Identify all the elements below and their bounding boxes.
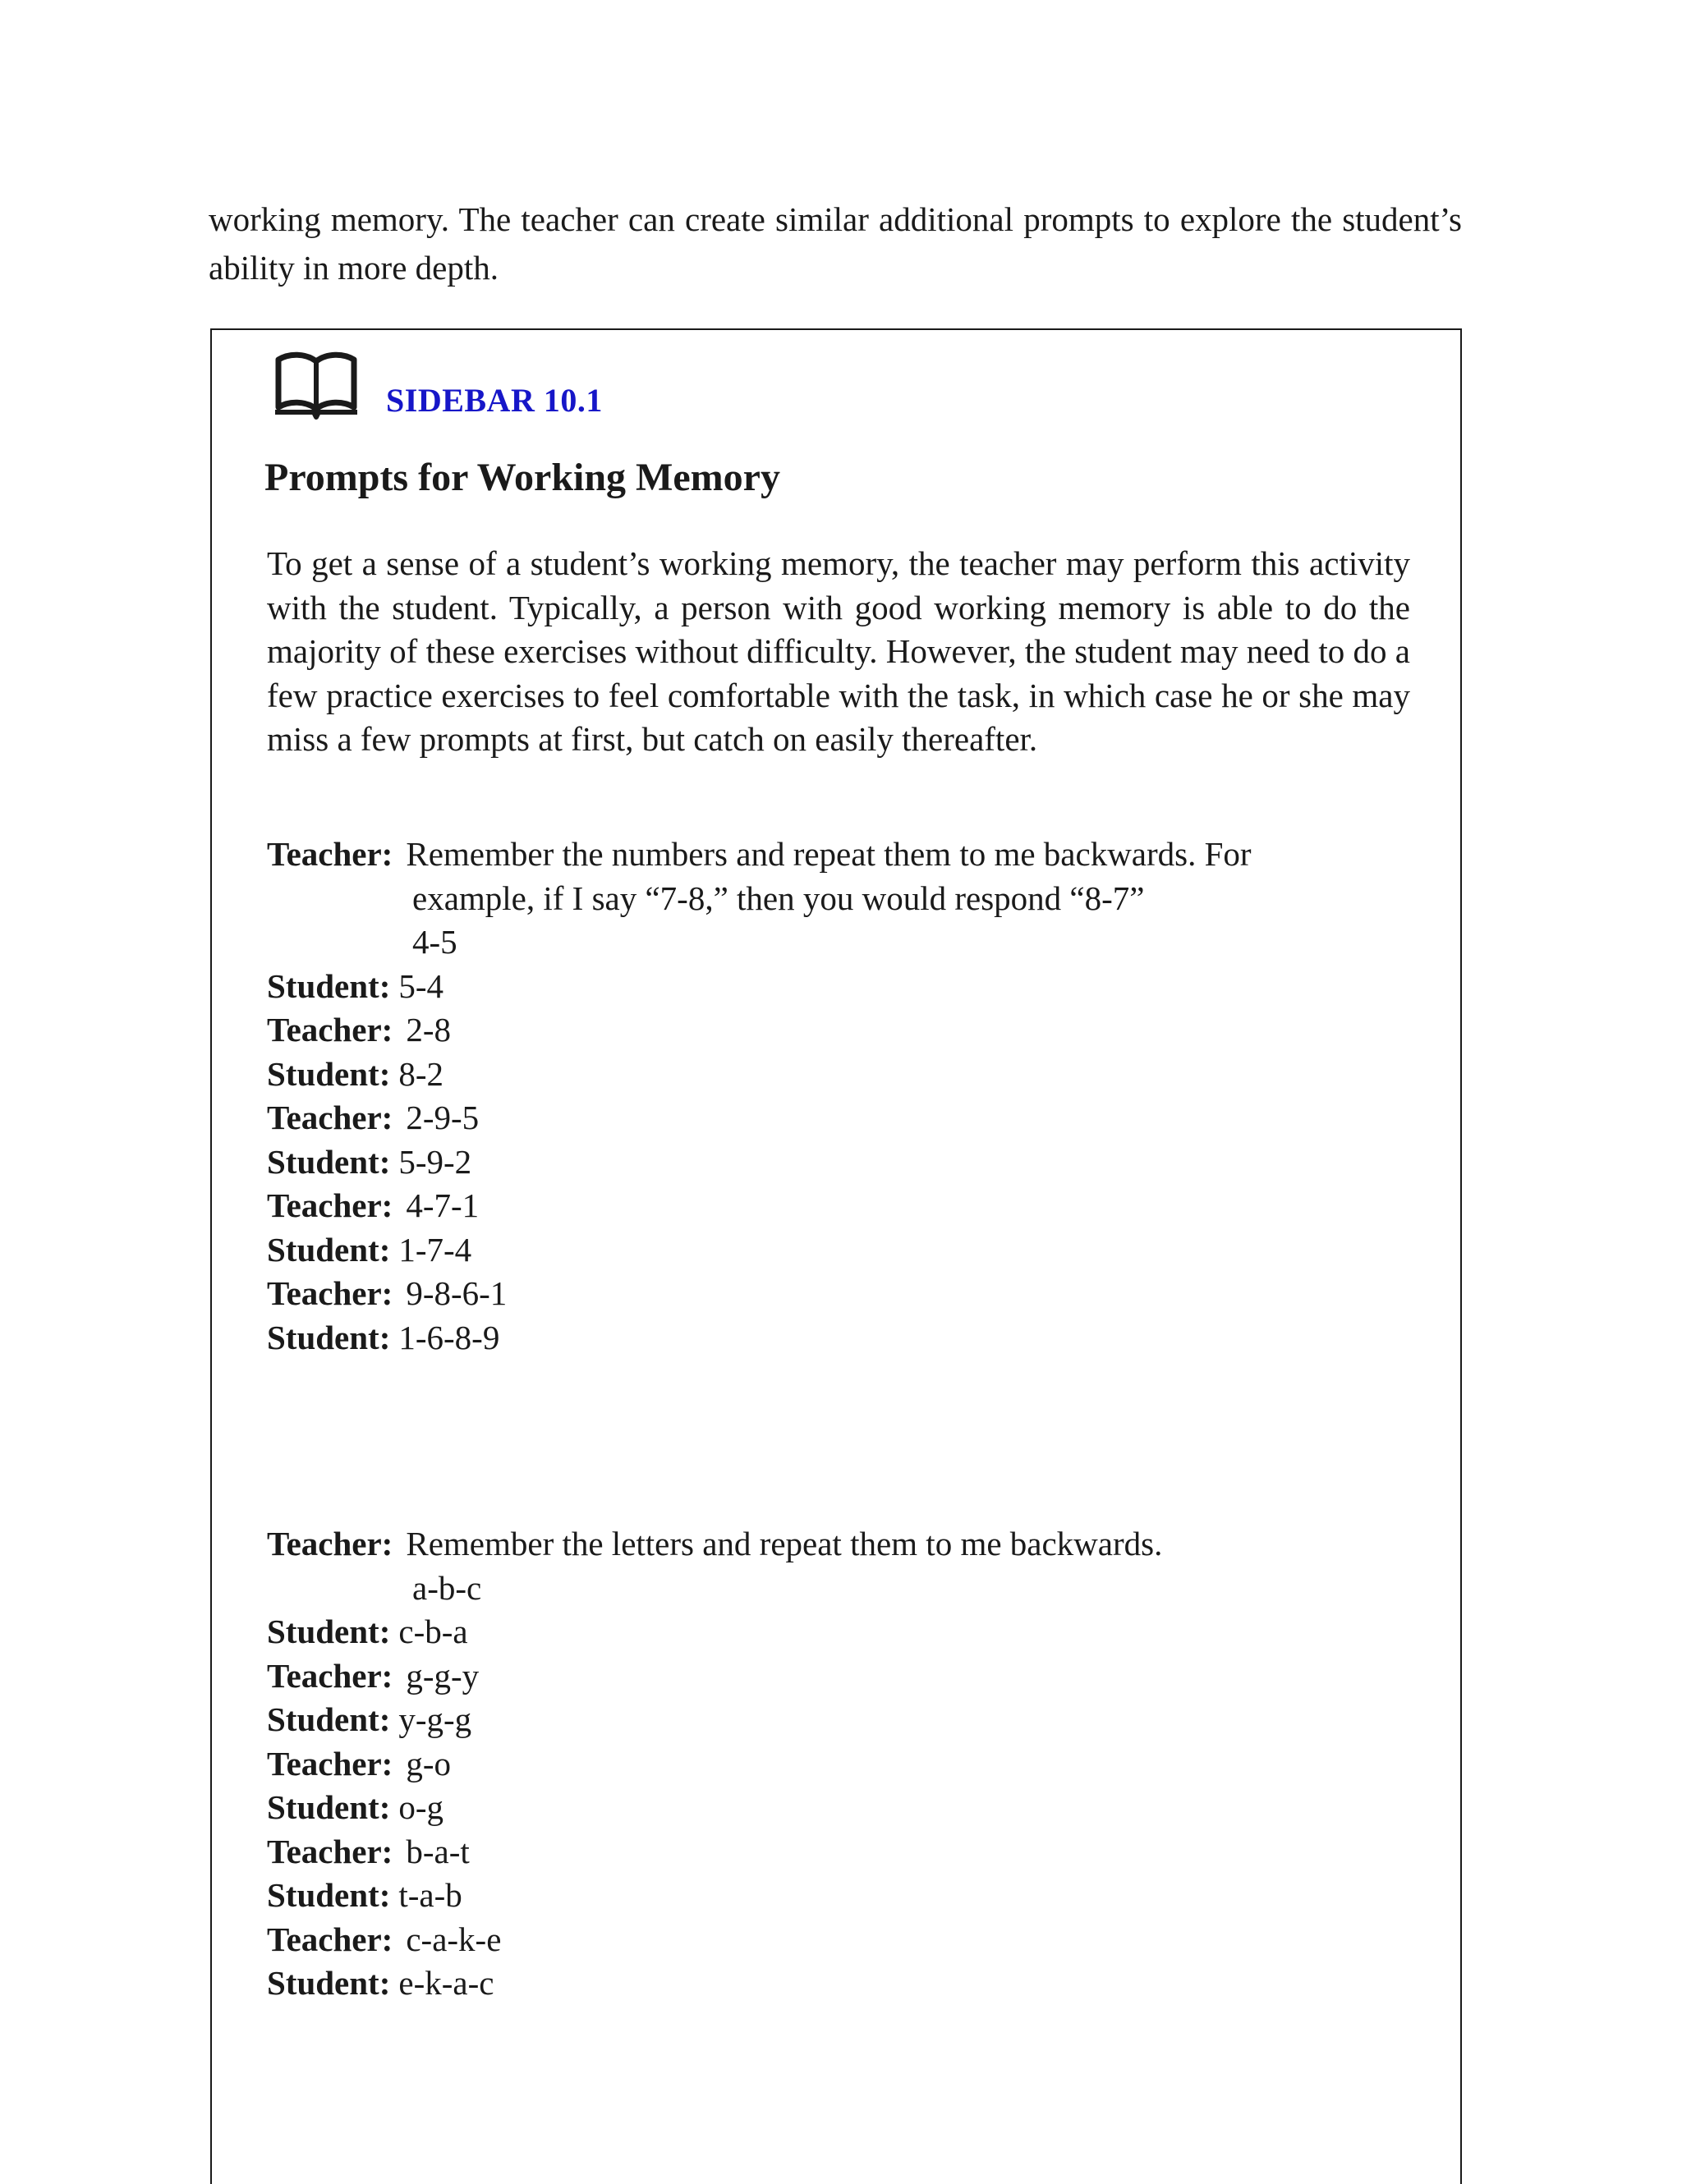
dialog-text: 8-2 — [398, 1054, 444, 1093]
dialog-line — [267, 1742, 1417, 1787]
speaker-label: Teacher: — [267, 1832, 393, 1870]
dialog-text: 4-7-1 — [406, 1186, 480, 1224]
dialog-text: 5-4 — [398, 966, 444, 1005]
open-book-icon — [273, 350, 360, 420]
dialog-line — [267, 965, 1417, 1009]
dialog-line — [267, 1522, 1417, 1567]
dialog-text: 1-6-8-9 — [398, 1318, 500, 1356]
speaker-label: Student: — [267, 1230, 391, 1269]
speaker-label: Teacher: — [267, 1920, 393, 1958]
dialog-line — [267, 1961, 1417, 2006]
dialog-line — [267, 1654, 1417, 1699]
dialog-text: 5-9-2 — [398, 1142, 472, 1181]
speaker-label: Teacher: — [267, 1274, 393, 1312]
dialog-text: 2-8 — [406, 1011, 451, 1048]
speaker-label: Student: — [267, 1142, 391, 1181]
speaker-label: Teacher: — [267, 1525, 393, 1562]
numbers-dialog — [267, 833, 1417, 1360]
speaker-label: Student: — [267, 966, 391, 1005]
dialog-line — [267, 1918, 1417, 1962]
dialog-line — [267, 1610, 1417, 1654]
dialog-line — [267, 1008, 1417, 1053]
dialog-line — [267, 1698, 1417, 1742]
dialog-text: c-a-k-e — [406, 1920, 502, 1958]
dialog-text: Remember the letters and repeat them to me backwards. — [406, 1525, 1163, 1562]
dialog-line — [267, 1140, 1417, 1185]
dialog-line — [267, 1874, 1417, 1918]
sidebar-label: SIDEBAR 10.1 — [386, 382, 603, 419]
letters-dialog — [267, 1522, 1417, 2006]
dialog-line — [267, 1786, 1417, 1830]
speaker-label: Teacher: — [267, 1099, 393, 1136]
dialog-text: g-g-y — [406, 1656, 480, 1695]
dialog-line — [267, 1184, 1417, 1228]
speaker-label: Teacher: — [267, 1186, 393, 1224]
speaker-label: Student: — [267, 1054, 391, 1093]
speaker-label: Student: — [267, 1613, 391, 1650]
dialog-line — [267, 1228, 1417, 1273]
dialog-text: b-a-t — [406, 1832, 470, 1870]
dialog-text: 1-7-4 — [398, 1230, 472, 1269]
speaker-label: Student: — [267, 1876, 391, 1914]
dialog-text: g-o — [406, 1744, 451, 1783]
dialog-continuation: example, if I say “7-8,” then you would respond “8-7” — [412, 879, 1145, 917]
dialog-text: Remember the numbers and repeat them to me backwards. For — [406, 835, 1252, 873]
sidebar-box — [210, 328, 1462, 2184]
dialog-text: t-a-b — [398, 1876, 462, 1914]
dialog-line — [267, 1830, 1417, 1874]
intro-paragraph: working memory. The teacher can create similar additional prompts to explore the student’s ability in more depth. — [209, 200, 1462, 287]
dialog-text: o-g — [398, 1788, 444, 1826]
dialog-text: e-k-a-c — [398, 1964, 494, 2002]
dialog-text: c-b-a — [398, 1613, 468, 1650]
speaker-label: Student: — [267, 1788, 391, 1826]
dialog-line — [267, 1096, 1417, 1140]
sidebar-title: Prompts for Working Memory — [264, 456, 780, 499]
dialog-line — [267, 1053, 1417, 1097]
speaker-label: Teacher: — [267, 1656, 393, 1695]
dialog-continuation: a-b-c — [412, 1568, 482, 1607]
dialog-text: 9-8-6-1 — [406, 1274, 508, 1312]
dialog-text: 2-9-5 — [406, 1099, 480, 1136]
dialog-text: y-g-g — [398, 1700, 472, 1738]
dialog-line — [267, 1272, 1417, 1316]
sidebar-paragraph: To get a sense of a student’s working memory, the teacher may perform this activity with the student. Typically, a person with good working memory is able to do the majority of these exercises without difficulty. However, the student may need to do a few practice exercises to feel comfortable with the task, in which case he or she may miss a few prompts at first, but catch on easily thereafter. — [267, 544, 1410, 758]
speaker-label: Teacher: — [267, 835, 393, 873]
dialog-line — [267, 833, 1417, 877]
dialog-continuation: 4-5 — [412, 923, 457, 961]
speaker-label: Student: — [267, 1318, 391, 1356]
speaker-label: Student: — [267, 1964, 391, 2002]
speaker-label: Teacher: — [267, 1011, 393, 1048]
speaker-label: Teacher: — [267, 1744, 393, 1783]
speaker-label: Student: — [267, 1700, 391, 1738]
dialog-line — [267, 1316, 1417, 1360]
